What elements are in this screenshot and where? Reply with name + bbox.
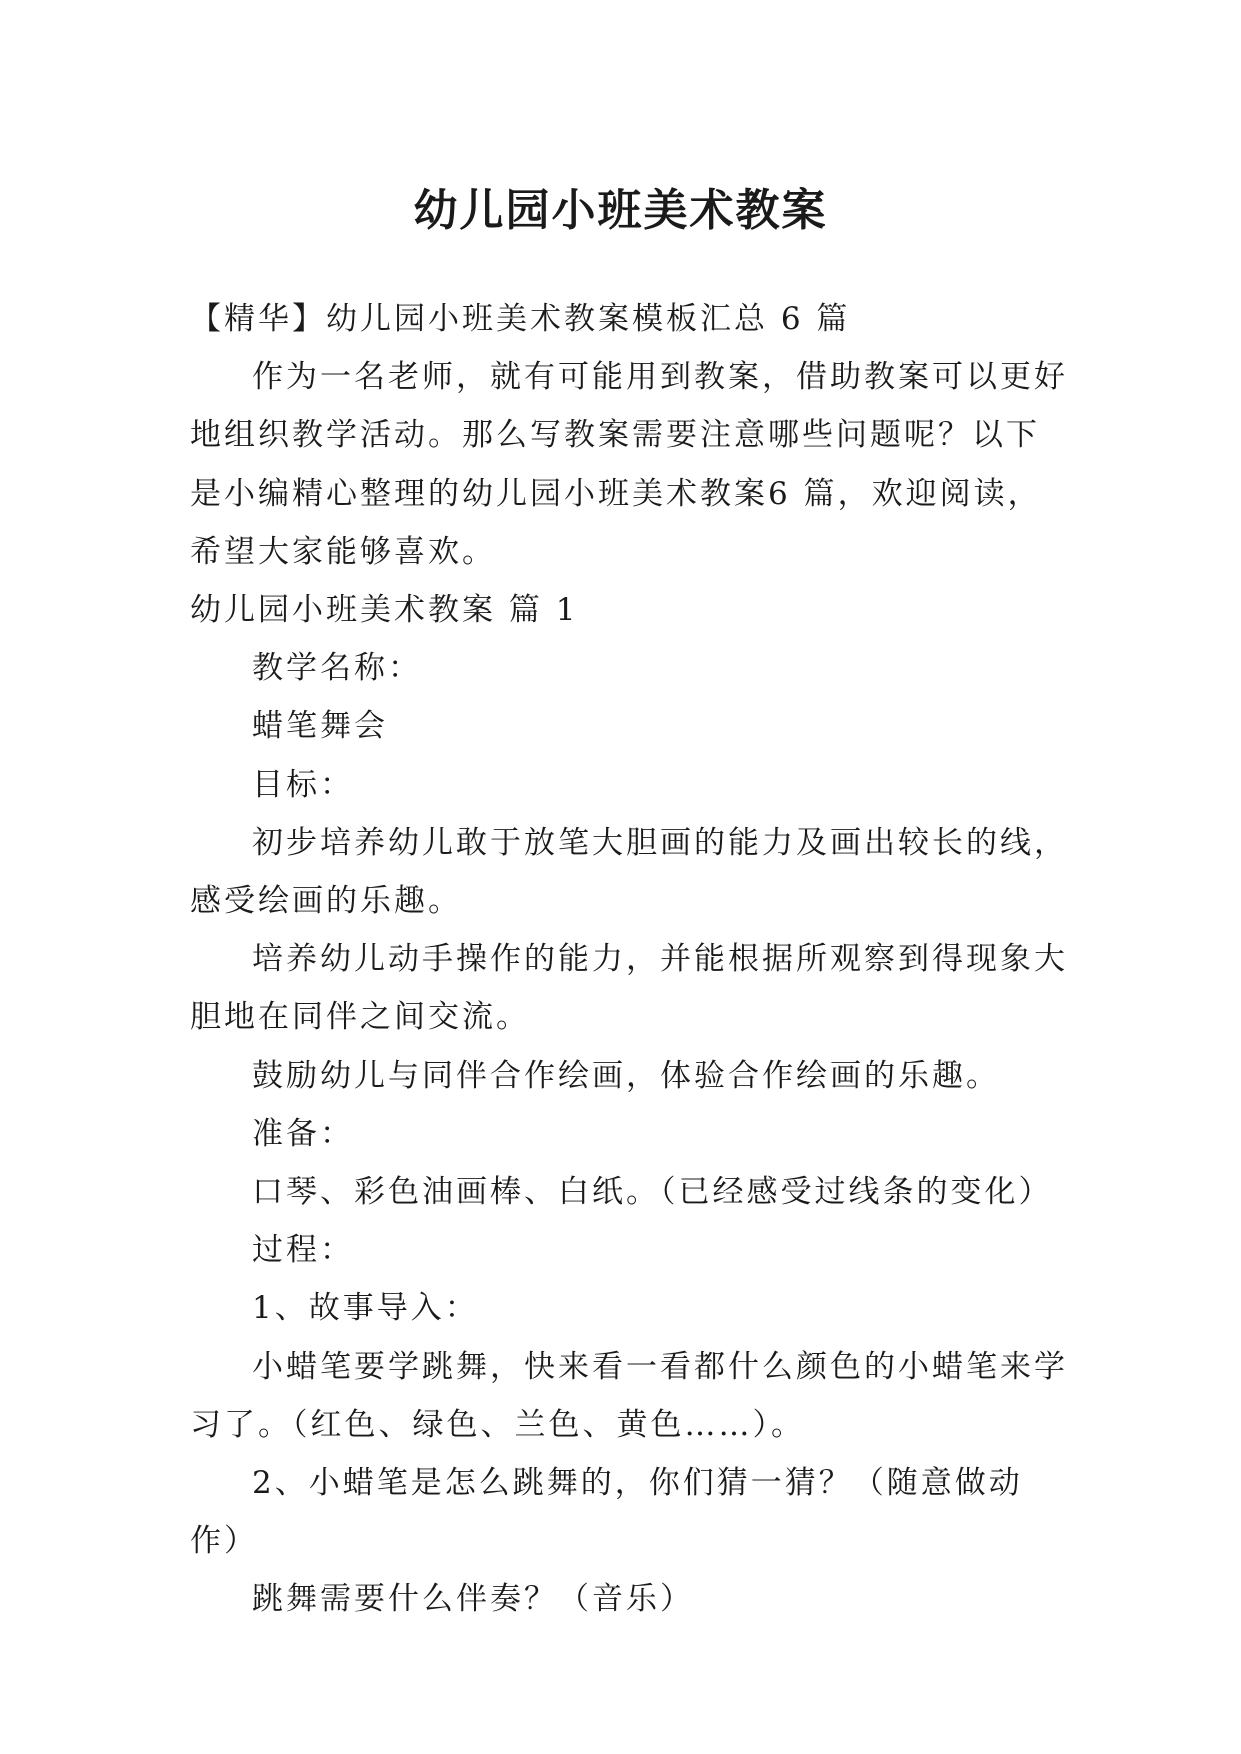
paragraph: 初步培养幼儿敢于放笔大胆画的能力及画出较长的线，感受绘画的乐趣。 bbox=[190, 824, 1068, 920]
paragraph: 【精华】幼儿园小班美术教案模板汇总 6 篇 bbox=[190, 301, 851, 337]
paragraph: 准备： bbox=[252, 1115, 354, 1152]
paragraph: 1、故事导入： bbox=[252, 1290, 479, 1327]
document-body bbox=[190, 290, 1070, 1629]
section-heading: 幼儿园小班美术教案 篇 1 bbox=[190, 592, 579, 629]
paragraph: 作为一名老师，就有可能用到教案，借助教案可以更好地组织教学活动。那么写教案需要注意哪些问题呢？以下是小编精心整理的幼儿园小班美术教案6 篇，欢迎阅读，希望大家能够喜欢。 bbox=[190, 359, 1068, 570]
paragraph: 2、小蜡笔是怎么跳舞的，你们猜一猜？（随意做动作） bbox=[190, 1465, 1023, 1560]
paragraph: 过程： bbox=[252, 1232, 354, 1269]
paragraph: 口琴、彩色油画棒、白纸。（已经感受过线条的变化） bbox=[252, 1174, 1053, 1211]
document-title: 幼儿园小班美术教案 bbox=[413, 185, 828, 237]
paragraph: 小蜡笔要学跳舞，快来看一看都什么颜色的小蜡笔来学习了。（红色、绿色、兰色、黄色……）。 bbox=[190, 1348, 1068, 1443]
paragraph: 蜡笔舞会 bbox=[252, 708, 388, 745]
paragraph: 跳舞需要什么伴奏？（音乐） bbox=[252, 1581, 694, 1618]
paragraph: 培养幼儿动手操作的能力，并能根据所观察到得现象大胆地在同伴之间交流。 bbox=[190, 941, 1068, 1036]
paragraph: 鼓励幼儿与同伴合作绘画，体验合作绘画的乐趣。 bbox=[252, 1057, 1000, 1094]
paragraph: 目标： bbox=[252, 766, 354, 803]
paragraph: 教学名称： bbox=[252, 650, 422, 687]
